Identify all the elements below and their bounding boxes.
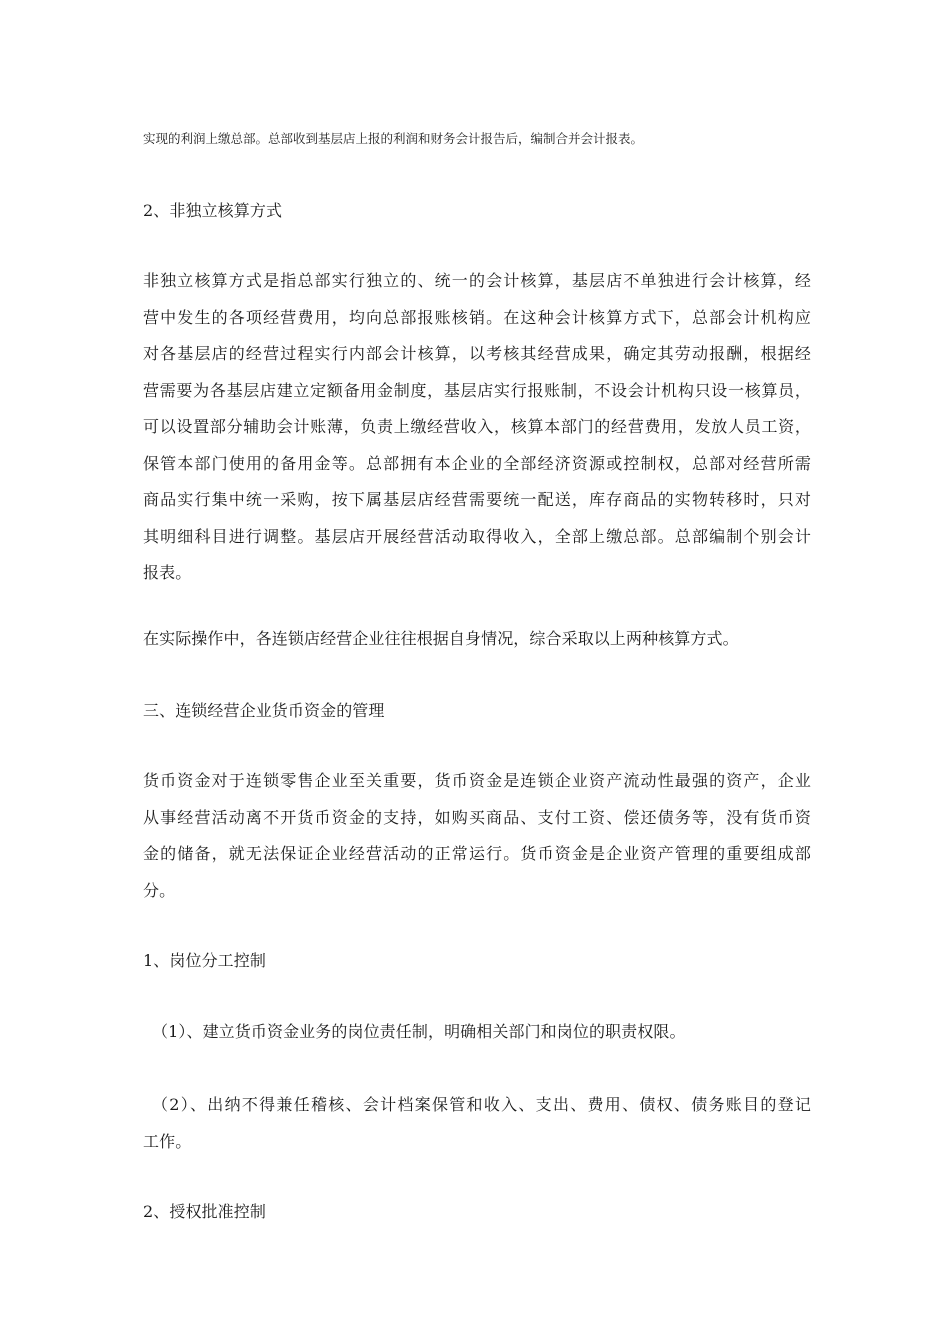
paragraph-line: 其明细科目进行调整。基层店开展经营活动取得收入，全部上缴总部。总部编制个别会计 <box>143 526 811 546</box>
paragraph-line: 工作。 <box>143 1131 192 1151</box>
paragraph-line: （2）、出纳不得兼任稽核、会计档案保管和收入、支出、费用、债权、债务账目的登记 <box>152 1095 811 1114</box>
paragraph-line: 保管本部门使用的备用金等。总部拥有本企业的全部经济资源或控制权，总部对经营所需 <box>143 453 811 473</box>
paragraph-line: 对各基层店的经营过程实行内部会计核算，以考核其经营成果，确定其劳动报酬，根据经 <box>143 344 811 363</box>
heading-section-3: 三、连锁经营企业货币资金的管理 <box>143 701 385 720</box>
heading-post-division-control: 1、岗位分工控制 <box>143 951 266 970</box>
paragraph-line: 报表。 <box>143 563 192 582</box>
paragraph-line: 金的储备，就无法保证企业经营活动的正常运行。货币资金是企业资产管理的重要组成部 <box>143 844 811 863</box>
heading-authorization-control: 2、授权批准控制 <box>143 1202 266 1221</box>
list-item-1: （1）、建立货币资金业务的岗位责任制，明确相关部门和岗位的职责权限。 <box>152 1022 686 1041</box>
paragraph-line: 可以设置部分辅助会计账薄，负责上缴经营收入，核算本部门的经营费用，发放人员工资， <box>143 417 811 436</box>
paragraph-practice: 在实际操作中，各连锁店经营企业往往根据自身情况，综合采取以上两种核算方式。 <box>143 629 739 648</box>
paragraph-line: 从事经营活动离不开货币资金的支持，如购买商品、支付工资、偿还债务等，没有货币资 <box>143 807 811 827</box>
paragraph-line: 分。 <box>143 880 176 900</box>
paragraph-line: 非独立核算方式是指总部实行独立的、统一的会计核算，基层店不单独进行会计核算，经 <box>143 271 811 290</box>
top-continuation-line: 实现的利润上缴总部。总部收到基层店上报的利润和财务会计报告后，编制合并会计报表。 <box>143 131 644 146</box>
list-item-2 <box>143 1087 811 1160</box>
paragraph-line: 营需要为各基层店建立定额备用金制度，基层店实行报账制，不设会计机构只设一核算员， <box>143 380 811 400</box>
paragraph-non-independent-accounting <box>143 263 811 592</box>
paragraph-money-funds <box>143 763 811 909</box>
heading-non-independent-accounting: 2、非独立核算方式 <box>143 201 283 220</box>
paragraph-line: 商品实行集中统一采购，按下属基层店经营需要统一配送，库存商品的实物转移时，只对 <box>143 490 811 509</box>
paragraph-line: 营中发生的各项经营费用，均向总部报账核销。在这种会计核算方式下，总部会计机构应 <box>143 307 811 327</box>
paragraph-line: 货币资金对于连锁零售企业至关重要，货币资金是连锁企业资产流动性最强的资产，企业 <box>143 771 811 790</box>
